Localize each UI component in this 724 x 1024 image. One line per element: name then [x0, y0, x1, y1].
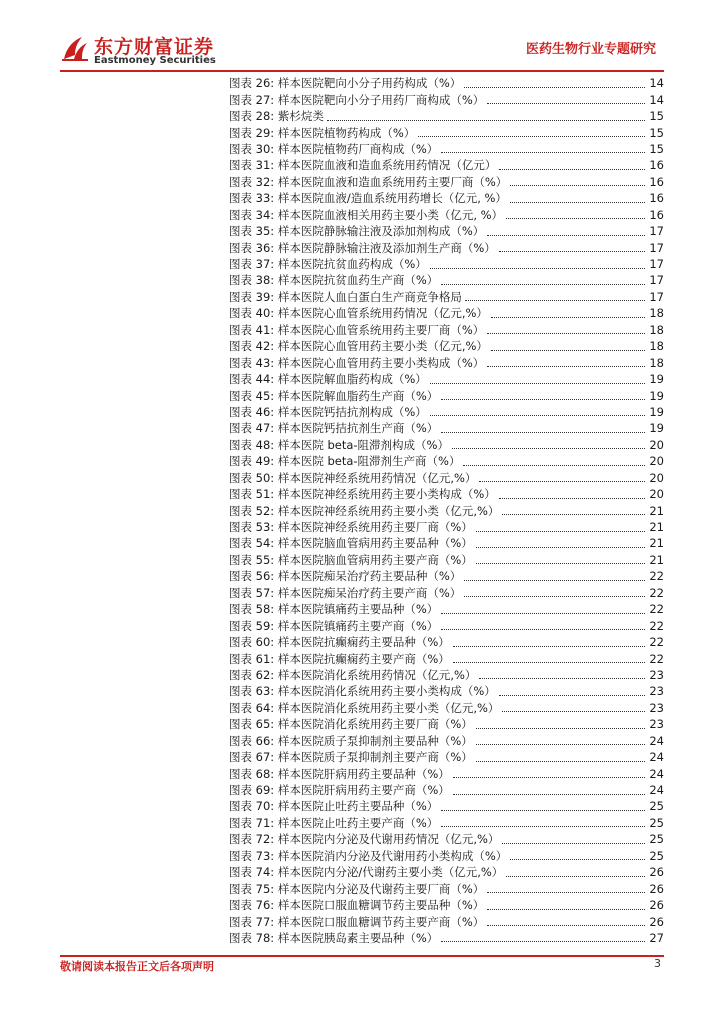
toc-entry[interactable] — [229, 354, 664, 370]
toc-entry-page: 26 — [649, 881, 664, 896]
toc-entry-page: 19 — [649, 421, 664, 436]
toc-entry-title: 图表 28: 紫杉烷类 — [229, 109, 324, 124]
toc-entry[interactable] — [229, 552, 664, 568]
toc-entry-title: 图表 60: 样本医院抗癫痫药主要品种（%） — [229, 635, 450, 650]
toc-entry-title: 图表 76: 样本医院口服血糖调节药主要品种（%） — [229, 898, 485, 913]
toc-leader-dots — [441, 420, 645, 433]
toc-entry[interactable] — [229, 223, 664, 239]
toc-leader-dots — [510, 190, 645, 203]
toc-entry-page: 16 — [649, 174, 664, 189]
toc-entry[interactable] — [229, 470, 664, 486]
footer-disclaimer: 敬请阅读本报告正文后各项声明 — [60, 960, 214, 973]
toc-entry-page: 17 — [649, 240, 664, 255]
toc-leader-dots — [453, 650, 645, 663]
toc-entry-page: 19 — [649, 404, 664, 419]
toc-entry-title: 图表 32: 样本医院血液和造血系统用药主要厂商（%） — [229, 174, 508, 189]
toc-entry[interactable] — [229, 667, 664, 683]
toc-entry-title: 图表 38: 样本医院抗贫血药生产商（%） — [229, 273, 439, 288]
toc-leader-dots — [499, 486, 645, 499]
toc-entry-title: 图表 40: 样本医院心血管系统用药情况（亿元,%） — [229, 306, 488, 321]
toc-leader-dots — [441, 272, 645, 285]
toc-entry-title: 图表 30: 样本医院植物药厂商构成（%） — [229, 141, 439, 156]
toc-leader-dots — [441, 387, 645, 400]
toc-entry[interactable] — [229, 289, 664, 305]
toc-leader-dots — [441, 929, 645, 942]
toc-entry-page: 17 — [649, 257, 664, 272]
toc-leader-dots — [441, 601, 645, 614]
toc-entry-title: 图表 33: 样本医院血液/造血系统用药增长（亿元, %） — [229, 191, 507, 206]
toc-entry-title: 图表 66: 样本医院质子泵抑制剂主要品种（%） — [229, 733, 473, 748]
toc-leader-dots — [430, 256, 645, 269]
toc-entry-page: 17 — [649, 224, 664, 239]
toc-entry[interactable] — [229, 798, 664, 814]
toc-entry-title: 图表 49: 样本医院 beta-阻滞剂生产商（%） — [229, 454, 461, 469]
toc-leader-dots — [465, 288, 645, 301]
toc-entry-title: 图表 72: 样本医院内分泌及代谢用药情况（亿元,%） — [229, 832, 500, 847]
toc-entry[interactable] — [229, 585, 664, 601]
toc-entry-title: 图表 31: 样本医院血液和造血系统用药情况（亿元） — [229, 158, 497, 173]
toc-entry-page: 18 — [649, 306, 664, 321]
toc-entry-page: 19 — [649, 372, 664, 387]
toc-entry-title: 图表 62: 样本医院消化系统用药情况（亿元,%） — [229, 667, 477, 682]
eastmoney-logo-icon — [60, 33, 90, 63]
toc-entry-title: 图表 61: 样本医院抗癫痫药主要产商（%） — [229, 651, 450, 666]
toc-entry[interactable] — [229, 486, 664, 502]
toc-entry-page: 22 — [649, 569, 664, 584]
toc-entry[interactable] — [229, 387, 664, 403]
toc-entry-title: 图表 41: 样本医院心血管系统用药主要厂商（%） — [229, 322, 485, 337]
toc-leader-dots — [430, 403, 645, 416]
toc-leader-dots — [499, 683, 645, 696]
toc-entry-title: 图表 74: 样本医院内分泌/代谢药主要小类（亿元,%） — [229, 865, 504, 880]
toc-entry[interactable] — [229, 683, 664, 699]
toc-entry-title: 图表 37: 样本医院抗贫血药构成（%） — [229, 257, 427, 272]
toc-entry-page: 14 — [649, 92, 664, 107]
toc-entry-page: 18 — [649, 322, 664, 337]
toc-entry[interactable] — [229, 634, 664, 650]
toc-leader-dots — [499, 157, 645, 170]
toc-entry-title: 图表 63: 样本医院消化系统用药主要小类构成（%） — [229, 684, 496, 699]
toc-entry-page: 17 — [649, 289, 664, 304]
toc-entry-page: 16 — [649, 207, 664, 222]
toc-entry-title: 图表 42: 样本医院心血管用药主要小类（亿元,%） — [229, 339, 488, 354]
toc-entry[interactable] — [229, 124, 664, 140]
toc-entry-page: 15 — [649, 141, 664, 156]
toc-entry-page: 24 — [649, 783, 664, 798]
toc-entry[interactable] — [229, 174, 664, 190]
toc-entry-title: 图表 52: 样本医院神经系统用药主要小类（亿元,%） — [229, 503, 500, 518]
toc-entry[interactable] — [229, 700, 664, 716]
toc-entry-page: 27 — [649, 930, 664, 945]
toc-entry[interactable] — [229, 322, 664, 338]
toc-entry-title: 图表 48: 样本医院 beta-阻滞剂构成（%） — [229, 437, 449, 452]
toc-entry-page: 20 — [649, 437, 664, 452]
toc-entry[interactable] — [229, 617, 664, 633]
toc-entry[interactable] — [229, 190, 664, 206]
toc-leader-dots — [441, 814, 645, 827]
toc-entry-page: 17 — [649, 273, 664, 288]
toc-entry-title: 图表 56: 样本医院痴呆治疗药主要品种（%） — [229, 569, 462, 584]
toc-entry[interactable] — [229, 880, 664, 896]
toc-entry-page: 25 — [649, 848, 664, 863]
toc-entry-page: 23 — [649, 684, 664, 699]
toc-entry-page: 25 — [649, 815, 664, 830]
toc-entry-page: 21 — [649, 503, 664, 518]
toc-entry-title: 图表 58: 样本医院镇痛药主要品种（%） — [229, 602, 439, 617]
toc-entry[interactable] — [229, 338, 664, 354]
toc-entry-page: 26 — [649, 914, 664, 929]
toc-entry-title: 图表 45: 样本医院解血脂药生产商（%） — [229, 388, 439, 403]
toc-leader-dots — [476, 749, 645, 762]
toc-entry-title: 图表 54: 样本医院脑血管病用药主要品种（%） — [229, 536, 473, 551]
toc-entry-page: 22 — [649, 602, 664, 617]
toc-leader-dots — [453, 765, 645, 778]
toc-entry-page: 25 — [649, 832, 664, 847]
toc-leader-dots — [510, 847, 645, 860]
page-number: 3 — [654, 957, 661, 970]
report-category: 医药生物行业专题研究 — [525, 42, 656, 57]
toc-leader-dots — [464, 584, 645, 597]
toc-leader-dots — [479, 469, 645, 482]
toc-entry-title: 图表 39: 样本医院人血白蛋白生产商竞争格局 — [229, 289, 462, 304]
toc-leader-dots — [487, 880, 645, 893]
toc-leader-dots — [487, 91, 645, 104]
toc-entry-title: 图表 46: 样本医院钙拮抗剂构成（%） — [229, 404, 427, 419]
toc-leader-dots — [487, 223, 645, 236]
toc-leader-dots — [510, 173, 645, 186]
toc-entry-page: 22 — [649, 651, 664, 666]
toc-leader-dots — [464, 75, 645, 88]
toc-leader-dots — [502, 502, 645, 515]
toc-entry-page: 22 — [649, 585, 664, 600]
toc-entry-page: 18 — [649, 339, 664, 354]
toc-entry-title: 图表 68: 样本医院肝病用药主要品种（%） — [229, 766, 450, 781]
toc-entry[interactable] — [229, 601, 664, 617]
toc-entry-page: 20 — [649, 487, 664, 502]
toc-entry-page: 25 — [649, 799, 664, 814]
toc-entry[interactable] — [229, 305, 664, 321]
toc-entry-title: 图表 71: 样本医院止吐药主要产商（%） — [229, 815, 439, 830]
toc-entry-title: 图表 67: 样本医院质子泵抑制剂主要产商（%） — [229, 750, 473, 765]
toc-leader-dots — [476, 535, 645, 548]
toc-entry-title: 图表 73: 样本医院消内分泌及代谢用药小类构成（%） — [229, 848, 508, 863]
toc-entry[interactable] — [229, 930, 664, 946]
toc-leader-dots — [453, 634, 645, 647]
toc-leader-dots — [502, 831, 645, 844]
toc-entry[interactable] — [229, 831, 664, 847]
toc-entry-title: 图表 59: 样本医院镇痛药主要产商（%） — [229, 618, 439, 633]
toc-leader-dots — [476, 716, 645, 729]
toc-leader-dots — [487, 897, 645, 910]
toc-leader-dots — [487, 321, 645, 334]
toc-entry[interactable] — [229, 650, 664, 666]
header-divider — [60, 70, 664, 72]
toc-leader-dots — [499, 239, 645, 252]
toc-entry-title: 图表 26: 样本医院靶向小分子用药构成（%） — [229, 76, 462, 91]
toc-entry-title: 图表 65: 样本医院消化系统用药主要厂商（%） — [229, 717, 473, 732]
toc-entry[interactable] — [229, 272, 664, 288]
toc-entry[interactable] — [229, 733, 664, 749]
toc-entry-title: 图表 78: 样本医院胰岛素主要品种（%） — [229, 930, 439, 945]
toc-leader-dots — [327, 108, 645, 121]
toc-entry-page: 24 — [649, 766, 664, 781]
toc-entry[interactable] — [229, 91, 664, 107]
toc-entry[interactable] — [229, 782, 664, 798]
toc-entry-page: 24 — [649, 733, 664, 748]
toc-leader-dots — [502, 699, 645, 712]
toc-entry[interactable] — [229, 519, 664, 535]
toc-entry-title: 图表 50: 样本医院神经系统用药情况（亿元,%） — [229, 470, 477, 485]
toc-entry[interactable] — [229, 716, 664, 732]
table-of-figures — [229, 75, 664, 946]
toc-entry[interactable] — [229, 535, 664, 551]
toc-entry-title: 图表 75: 样本医院内分泌及代谢药主要厂商（%） — [229, 881, 485, 896]
toc-entry-page: 26 — [649, 865, 664, 880]
toc-entry[interactable] — [229, 815, 664, 831]
toc-leader-dots — [430, 371, 645, 384]
toc-entry-page: 23 — [649, 700, 664, 715]
toc-leader-dots — [464, 568, 645, 581]
toc-entry-title: 图表 47: 样本医院钙拮抗剂生产商（%） — [229, 421, 439, 436]
toc-entry-page: 16 — [649, 158, 664, 173]
toc-leader-dots — [418, 124, 645, 137]
toc-entry-title: 图表 53: 样本医院神经系统用药主要厂商（%） — [229, 520, 473, 535]
toc-entry-page: 23 — [649, 667, 664, 682]
toc-entry-page: 19 — [649, 388, 664, 403]
toc-entry-page: 15 — [649, 125, 664, 140]
toc-entry-page: 21 — [649, 552, 664, 567]
toc-leader-dots — [487, 354, 645, 367]
brand-name-en: Eastmoney Securities — [94, 55, 216, 66]
toc-leader-dots — [506, 864, 645, 877]
toc-entry-page: 20 — [649, 470, 664, 485]
toc-entry[interactable] — [229, 897, 664, 913]
toc-leader-dots — [491, 338, 645, 351]
toc-entry-title: 图表 64: 样本医院消化系统用药主要小类（亿元,%） — [229, 700, 500, 715]
toc-leader-dots — [441, 617, 645, 630]
toc-leader-dots — [479, 666, 645, 679]
toc-entry[interactable] — [229, 141, 664, 157]
toc-entry[interactable] — [229, 371, 664, 387]
toc-entry-title: 图表 27: 样本医院靶向小分子用药厂商构成（%） — [229, 92, 485, 107]
toc-entry[interactable] — [229, 404, 664, 420]
toc-entry-page: 18 — [649, 355, 664, 370]
toc-entry[interactable] — [229, 207, 664, 223]
toc-entry-title: 图表 77: 样本医院口服血糖调节药主要产商（%） — [229, 914, 485, 929]
toc-leader-dots — [441, 140, 645, 153]
toc-entry-title: 图表 36: 样本医院静脉输注液及添加剂生产商（%） — [229, 240, 496, 255]
toc-entry-page: 14 — [649, 76, 664, 91]
toc-entry[interactable] — [229, 765, 664, 781]
toc-entry-title: 图表 55: 样本医院脑血管病用药主要产商（%） — [229, 552, 473, 567]
toc-entry-page: 26 — [649, 898, 664, 913]
toc-leader-dots — [476, 732, 645, 745]
toc-entry[interactable] — [229, 157, 664, 173]
toc-leader-dots — [487, 913, 645, 926]
toc-entry-page: 21 — [649, 520, 664, 535]
toc-entry[interactable] — [229, 848, 664, 864]
toc-entry[interactable] — [229, 749, 664, 765]
toc-entry-title: 图表 69: 样本医院肝病用药主要产商（%） — [229, 783, 450, 798]
toc-entry-page: 15 — [649, 109, 664, 124]
toc-entry-title: 图表 51: 样本医院神经系统用药主要小类构成（%） — [229, 487, 496, 502]
toc-entry-page: 23 — [649, 717, 664, 732]
toc-entry-page: 22 — [649, 618, 664, 633]
toc-entry-title: 图表 57: 样本医院痴呆治疗药主要产商（%） — [229, 585, 462, 600]
toc-leader-dots — [453, 782, 645, 795]
toc-leader-dots — [476, 519, 645, 532]
toc-entry-page: 24 — [649, 750, 664, 765]
toc-entry-title: 图表 35: 样本医院静脉输注液及添加剂构成（%） — [229, 224, 485, 239]
toc-leader-dots — [506, 206, 645, 219]
toc-leader-dots — [491, 305, 645, 318]
toc-entry[interactable] — [229, 913, 664, 929]
toc-entry[interactable] — [229, 75, 664, 91]
toc-entry-title: 图表 70: 样本医院止吐药主要品种（%） — [229, 799, 439, 814]
brand-name-cn: 东方财富证券 — [94, 36, 215, 58]
toc-entry-title: 图表 43: 样本医院心血管用药主要小类构成（%） — [229, 355, 485, 370]
toc-entry[interactable] — [229, 256, 664, 272]
toc-entry-title: 图表 34: 样本医院血液相关用药主要小类（亿元, %） — [229, 207, 504, 222]
toc-entry-page: 20 — [649, 454, 664, 469]
toc-entry[interactable] — [229, 502, 664, 518]
toc-entry-page: 22 — [649, 635, 664, 650]
toc-entry-title: 图表 29: 样本医院植物药构成（%） — [229, 125, 416, 140]
toc-entry[interactable] — [229, 453, 664, 469]
page-header — [0, 0, 724, 70]
toc-entry-title: 图表 44: 样本医院解血脂药构成（%） — [229, 372, 427, 387]
toc-entry[interactable] — [229, 108, 664, 124]
toc-entry-page: 16 — [649, 191, 664, 206]
footer-divider — [60, 955, 664, 957]
toc-leader-dots — [476, 551, 645, 564]
toc-leader-dots — [441, 798, 645, 811]
toc-entry[interactable] — [229, 437, 664, 453]
toc-entry-page: 21 — [649, 536, 664, 551]
toc-entry[interactable] — [229, 420, 664, 436]
toc-leader-dots — [452, 436, 645, 449]
toc-leader-dots — [463, 453, 645, 466]
toc-entry[interactable] — [229, 864, 664, 880]
toc-entry[interactable] — [229, 568, 664, 584]
toc-entry[interactable] — [229, 239, 664, 255]
